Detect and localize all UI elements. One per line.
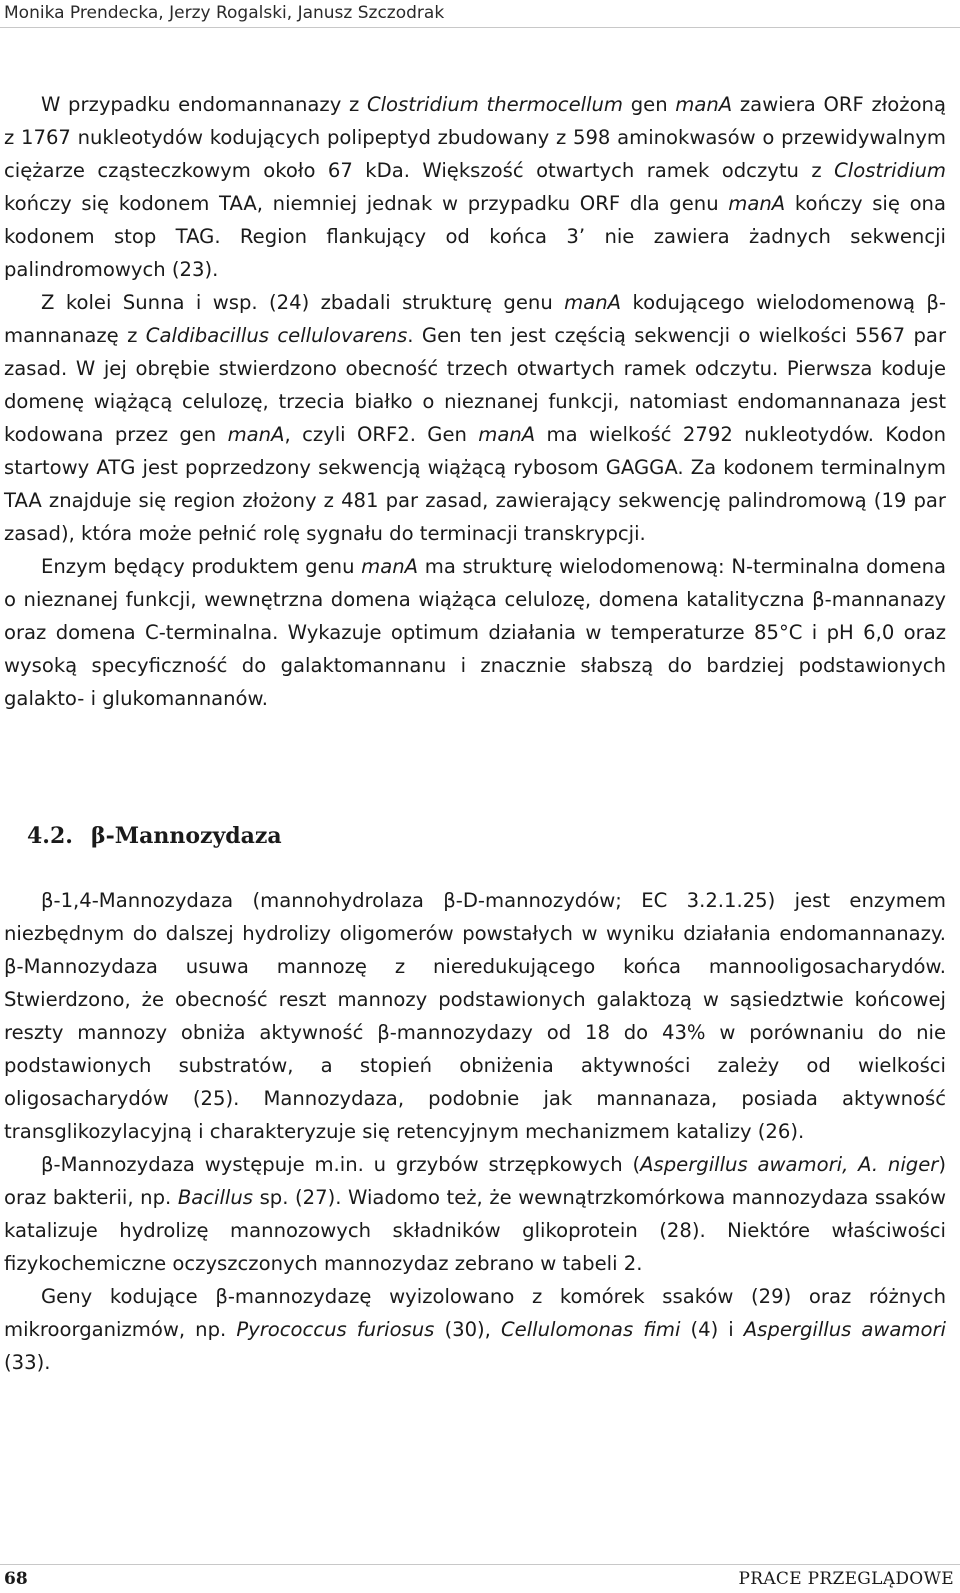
text-run: β-1,4-Mannozydaza (mannohydrolaza β-D-mannozydów; EC 3.2.1.25) jest enzymem niezbędnym do dalszej hydrolizy oligomerów powstałych w wyniku działania endomannanazy. β-Mannozydaza usuwa mannozę z nieredukującego końca mannooligosacharydów. Stwierdzono, że obecność reszt mannozy podstawionych galaktozą w sąsiedztwie końcowej reszty mannozy obniża aktywność β-mannozydazy od 18 do 43% w porównaniu do nie podstawionych substratów, a stopień obniżenia aktywności zależy od wielkości oligosacharydów (25). Mannozydaza, podobnie jak mannanaza, posiada aktywność transglikozylacyjną i charakteryzuje się retencyjnym mechanizmem katalizy (26). xyxy=(4,889,946,1143)
text-run: β-Mannozydaza występuje m.in. u grzybów strzępkowych ( xyxy=(41,1153,641,1176)
text-run: (33). xyxy=(4,1351,51,1374)
text-run: sp. (27). Wiadomo też, że wewnątrzkomórkowa mannozydaza ssaków katalizuje hydrolizę mannozowych składników glikoprotein (28). Niektóre właściwości fizykochemiczne oczyszczonych mannozydaz zebrano w tabeli 2. xyxy=(4,1186,946,1275)
italic-term: Pyrococcus furiosus xyxy=(236,1318,435,1341)
text-run: ma strukturę wielodomenową: N-terminalna domena o nieznanej funkcji, wewnętrzna domena wiążąca celulozę, domena katalityczna β-mannanazy oraz domena C-terminalna. Wykazuje optimum działania w temperaturze 85°C i pH 6,0 oraz wysoką specyficzność do galaktomannanu i znacznie słabszą do bardziej podstawionych galakto- i glukomannanów. xyxy=(4,555,946,710)
body-text-section-2 xyxy=(4,884,946,1379)
italic-term: manA xyxy=(361,555,419,578)
paragraph xyxy=(4,884,946,1148)
italic-term: Clostridium thermocellum xyxy=(366,93,624,116)
text-run: ) oraz bakterii, np. xyxy=(4,1153,946,1209)
text-run: gen xyxy=(623,93,676,116)
italic-term: Cellulomonas fimi xyxy=(500,1318,681,1341)
italic-term: manA xyxy=(564,291,622,314)
body-text-section-1 xyxy=(4,88,946,715)
text-run: Geny kodujące β-mannozydazę wyizolowano z komórek ssaków (29) oraz różnych mikroorganizmów, np. xyxy=(4,1285,946,1341)
italic-term: Bacillus xyxy=(177,1186,254,1209)
text-run: (4) i xyxy=(680,1318,744,1341)
italic-term: Caldibacillus cellulovarens xyxy=(145,324,408,347)
paragraph xyxy=(4,1148,946,1280)
text-run: . Gen ten jest częścią sekwencji o wielkości 5567 par zasad. W jej obrębie stwierdzono obecność trzech otwartych ramek odczytu. Pierwsza koduje domenę wiążącą celulozę, trzecia białko o nieznanej funkcji, natomiast endomannanaza jest kodowana przez gen xyxy=(4,324,946,446)
section-number: 4.2. xyxy=(27,823,73,849)
text-run: ma wielkość 2792 nukleotydów. Kodon startowy ATG jest poprzedzony sekwencją wiążącą rybosom GAGGA. Za kodonem terminalnym TAA znajduje się region złożony z 481 par zasad, zawierający sekwencję palindromową (19 par zasad), która może pełnić rolę sygnału do terminacji transkrypcji. xyxy=(4,423,947,545)
paragraph xyxy=(4,88,946,286)
page-number: 68 xyxy=(4,1569,28,1589)
text-run: W przypadku endomannanazy z xyxy=(41,93,367,116)
header-authors: Monika Prendecka, Jerzy Rogalski, Janusz Szczodrak xyxy=(4,3,445,23)
running-header xyxy=(0,0,960,28)
paragraph xyxy=(4,286,946,550)
text-run: kończy się kodonem TAA, niemniej jednak w przypadku ORF dla genu xyxy=(4,192,729,215)
italic-term: manA xyxy=(227,423,285,446)
text-run: , czyli ORF2. Gen xyxy=(284,423,479,446)
italic-term: manA xyxy=(675,93,733,116)
italic-term: Aspergillus awamori, A. niger xyxy=(640,1153,939,1176)
paragraph xyxy=(4,550,946,715)
text-run: kodującego wielodomenową β-mannanazę z xyxy=(4,291,946,347)
section-heading xyxy=(4,819,946,853)
italic-term: manA xyxy=(728,192,786,215)
text-run: (30), xyxy=(434,1318,501,1341)
text-run: zawiera ORF złożoną z 1767 nukleotydów kodujących polipeptyd zbudowany z 598 aminokwasów o przewidywalnym ciężarze cząsteczkowym około 67 kDa. Większość otwartych ramek odczytu z xyxy=(4,93,946,182)
italic-term: manA xyxy=(478,423,536,446)
running-footer xyxy=(0,1564,960,1592)
italic-term: Clostridium xyxy=(834,159,946,182)
section-title: β-Mannozydaza xyxy=(91,823,282,849)
text-run: Z kolei Sunna i wsp. (24) zbadali strukturę genu xyxy=(41,291,565,314)
paragraph xyxy=(4,1280,946,1379)
text-run: kończy się ona kodonem stop TAG. Region flankujący od końca 3’ nie zawiera żadnych sekwencji palindromowych (23). xyxy=(4,192,946,281)
text-run: Enzym będący produktem genu xyxy=(41,555,362,578)
italic-term: Aspergillus awamori xyxy=(743,1318,947,1341)
journal-section: PRACE PRZEGLĄDOWE xyxy=(738,1569,954,1589)
